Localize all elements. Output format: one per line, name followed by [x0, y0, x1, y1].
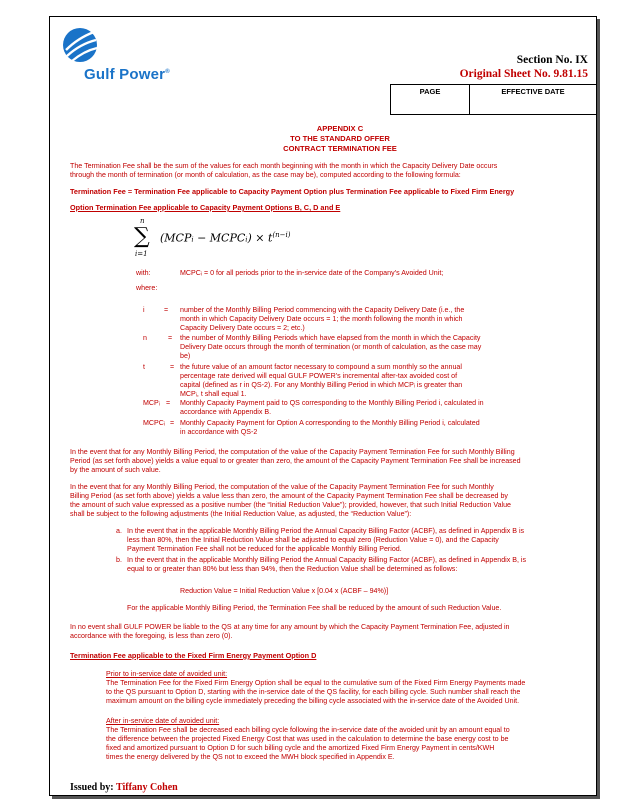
def-symbol-n: n — [143, 334, 147, 342]
def-eq-i: = — [164, 306, 169, 314]
def-symbol-t: t — [143, 363, 145, 371]
prior-text: The Termination Fee for the Fixed Firm Energy Option shall be equal to the cumulative sum of the Fixed Firm Energy Payments made to the QS pursuant to Option D, starting with the in-service date of the QS facility, for each billing cycle. Such number shall reach the maximum amount on the billing cycle immediately preceding the billing cycle associated with the in-service date of the Avoided Unit. — [106, 679, 526, 705]
reduced-line: For the applicable Monthly Billing Period, the Termination Fee shall be reduced by the amount of such Reduction Value. — [127, 604, 502, 612]
def-text-mcpc: Monthly Capacity Payment for Option A corresponding to the Monthly Billing Period i, calculated in accordance with QS-2 — [180, 419, 480, 436]
with-label: with: — [136, 269, 151, 277]
appendix-subtitle: TO THE STANDARD OFFER — [290, 134, 390, 143]
issued-by: Issued by: Tiffany Cohen — [70, 782, 178, 793]
def-symbol-mcp: MCPᵢ — [143, 399, 160, 407]
def-eq-t: = — [170, 363, 175, 371]
section-number: Section No. IX — [516, 54, 588, 66]
after-heading: After in-service date of avoided unit: — [106, 717, 220, 725]
capacity-option-heading: Option Termination Fee applicable to Capacity Payment Options B, C, D and E — [70, 203, 341, 212]
appendix-subtitle-2: CONTRACT TERMINATION FEE — [283, 144, 397, 153]
def-eq-mcp: = — [166, 399, 171, 407]
def-symbol-i: i — [143, 306, 145, 314]
def-eq-mcpc: = — [170, 419, 175, 427]
def-symbol-mcpc: MCPCᵢ — [143, 419, 166, 427]
def-text-mcp: Monthly Capacity Payment paid to QS corresponding to the Monthly Billing Period i, calculated in accordance with Appendix B. — [180, 399, 484, 416]
item-a-marker: a. — [116, 527, 122, 535]
issuer-name: Tiffany Cohen — [115, 782, 178, 793]
decrease-paragraph: In the event that for any Monthly Billing Period, the computation of the value of the Capacity Payment Termination Fee for such Monthly Billing Period (as set forth above) yields a value less than zero, the amount of the Capacity Payment Termination Fee shall be decreased by the amount of such value expressed as a positive number (the “Initial Reduction Value”); provided, however, that such Initial Reduction Value shall be subject to the following adjustments (the Initial Reduction Value, as adjusted, the “Reduction Value”): — [70, 483, 511, 518]
effective-date-column-header: EFFECTIVE DATE — [470, 85, 597, 115]
page-column-header: PAGE — [391, 85, 470, 115]
def-text-n: the number of Monthly Billing Periods which have elapsed from the month in which the Capacity Delivery Date occurs through the month of termination (or month of calculation, as the case may be) — [180, 334, 482, 360]
with-text: MCPCᵢ = 0 for all periods prior to the in-service date of the Company’s Avoided Unit; — [180, 269, 444, 277]
sheet-number: Original Sheet No. 9.81.15 — [459, 68, 588, 80]
liability-paragraph: In no event shall GULF POWER be liable to the QS at any time for any amount by which the Capacity Payment Termination Fee, adjusted in accordance with the foregoing, is less than zero (0). — [70, 623, 510, 640]
after-text: The Termination Fee shall be decreased each billing cycle following the in-service date of the avoided unit by an amount equal to the difference between the projected Fixed Energy Cost that was used in the calculation to determine the base energy cost to be fixed and amortized pursuant to Option D for such billing cycle and the amortized Fixed Firm Energy Payment in cents/KWH times the energy delivered by the QS not to exceed the MWH block specified in Appendix E. — [106, 726, 510, 761]
increase-paragraph: In the event that for any Monthly Billing Period, the computation of the value of the Capacity Payment Termination Fee for such Monthly Billing Period (as set forth above) yields a value equal to or greater than zero, the amount of the Capacity Payment Termination Fee shall be increased by the amount of such value. — [70, 448, 521, 474]
item-b-marker: b. — [116, 556, 122, 564]
prior-heading: Prior to in-service date of avoided unit: — [106, 670, 228, 678]
def-text-i: number of the Monthly Billing Period commencing with the Capacity Delivery Date (i.e., the month in which Capacity Delivery Date occurs = 1; the month following the month in which Capacity Delivery Date occurs = 2; etc.) — [180, 306, 465, 332]
option-d-heading: Termination Fee applicable to the Fixed Firm Energy Payment Option D — [70, 651, 317, 660]
reduction-formula: Reduction Value = Initial Reduction Value x [0.04 x (ACBF – 94%)] — [180, 587, 389, 595]
def-text-t: the future value of an amount factor necessary to compound a sum monthly so the annual percentage rate derived will equal GULF POWER’s incremental after-tax avoided cost of capital (defined as r in QS-2). For any Monthly Billing Period in which MCPᵢ is greater than MCPᵢ, t shall equal 1. — [180, 363, 463, 398]
fee-definition: Termination Fee = Termination Fee applicable to Capacity Payment Option plus Termination Fee applicable to Fixed Firm Energy — [70, 187, 515, 196]
logo-wordmark: Gulf Power® — [84, 66, 170, 83]
def-eq-n: = — [168, 334, 173, 342]
item-b-text: In the event that in the applicable Monthly Billing Period the Annual Capacity Billing Factor (ACBF), as defined in Appendix B, is equal to or greater than 80% but less than 94%, then the Reduction Value shall be determined as follows: — [127, 556, 527, 573]
item-a-text: In the event that in the applicable Monthly Billing Period the Annual Capacity Billing Factor (ACBF), as defined in Appendix B is less than 80%, then the Initial Reduction Value shall be adjusted to equal zero (Reduction Value = 0), and the Capacity Payment Termination Fee shall not be reduced for the applicable Monthly Billing Period. — [127, 527, 525, 553]
appendix-title: APPENDIX C — [316, 124, 364, 133]
intro-paragraph: The Termination Fee shall be the sum of the values for each month beginning with the month in which the Capacity Delivery Date occurs through the month of termination (or month of calculation, as the case may be), computed according to the following formula: — [70, 162, 498, 179]
where-label: where: — [136, 284, 158, 292]
page-date-table — [390, 84, 597, 115]
